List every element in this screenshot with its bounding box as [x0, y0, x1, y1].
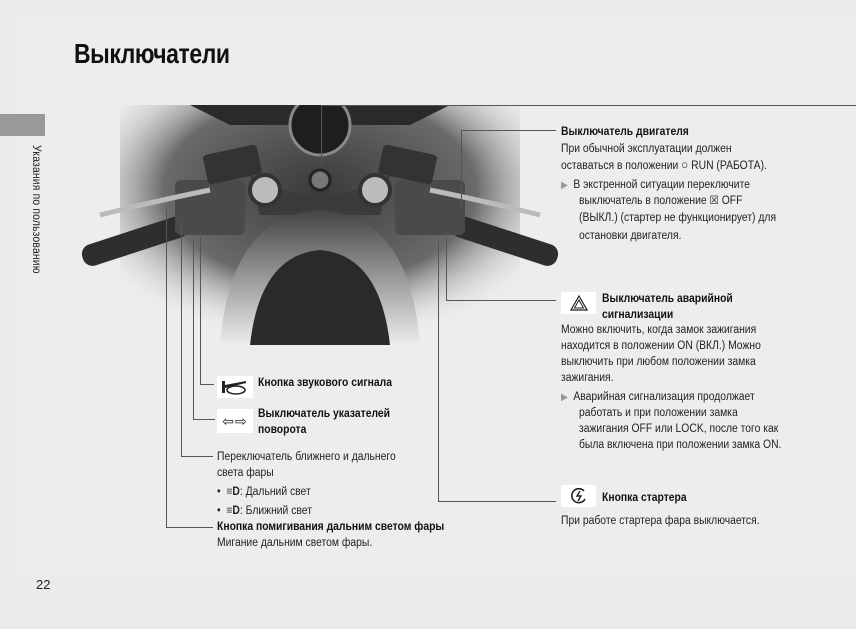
- engine-switch-text-2: оставаться в положении ○ RUN (РАБОТА).: [561, 157, 767, 172]
- engine-switch-note-3: (ВЫКЛ.) (стартер не функционирует) для: [579, 212, 777, 224]
- leader-passing-v: [166, 210, 167, 528]
- leader-turn-h: [193, 419, 215, 420]
- starter-heading: Кнопка стартера: [602, 492, 687, 504]
- low-beam-icon: ≡D: [226, 505, 240, 517]
- hazard-text-2: находится в положении ON (ВКЛ.) Можно: [561, 340, 761, 352]
- leader-starter-h: [438, 501, 556, 502]
- engine-switch-note-2: выключатель в положение ☒ OFF: [579, 195, 743, 207]
- leader-horn-v: [200, 230, 201, 385]
- leader-starter-v: [438, 240, 439, 501]
- engine-switch-text-1: При обычной эксплуатации должен: [561, 143, 732, 155]
- turn-heading-2: поворота: [258, 424, 307, 436]
- passing-text-1: Мигание дальним светом фары.: [217, 537, 373, 549]
- leader-hazard-h: [446, 300, 556, 301]
- turn-arrows-icon: ⇦⇨: [222, 412, 248, 429]
- hazard-note-1: ▶ Аварийная сигнализация продолжает: [561, 391, 755, 403]
- passing-heading: Кнопка помигивания дальним светом фары: [217, 521, 445, 533]
- dimmer-text-1: Переключатель ближнего и дальнего: [217, 451, 396, 463]
- engine-switch-note-1: ▶ В экстренной ситуации переключите: [561, 179, 750, 191]
- leader-engine-v: [321, 105, 322, 165]
- leader-passing-h: [166, 527, 213, 528]
- leader-dimmer-v: [181, 220, 182, 456]
- high-beam-icon: ≡D: [226, 486, 240, 498]
- hazard-text-1: Можно включить, когда замок зажигания: [561, 324, 757, 336]
- dimmer-text-2: света фары: [217, 467, 274, 479]
- dimmer-low-beam: • ≡D: Ближний свет: [217, 505, 312, 517]
- starter-text-1: При работе стартера фара выключается.: [561, 515, 760, 527]
- hazard-triangle-icon: [570, 295, 588, 311]
- note-triangle-icon: ▶: [561, 180, 568, 191]
- dimmer-high-beam: • ≡D: Дальний свет: [217, 486, 311, 498]
- leader-engine-h: [321, 105, 856, 106]
- engine-switch-heading: Выключатель двигателя: [561, 126, 689, 138]
- handlebar-illustration: [80, 105, 560, 345]
- run-circle-icon: ○: [681, 157, 689, 172]
- bullet: •: [217, 486, 227, 498]
- turn-icon-box: [217, 409, 253, 433]
- hazard-text-3: выключить при любом положении замка: [561, 356, 756, 368]
- page-number: 22: [36, 577, 51, 592]
- bullet: •: [217, 505, 227, 517]
- engine-switch-note-4: остановки двигателя.: [579, 230, 682, 242]
- hazard-note-4: была включена при положении замка ON.: [579, 439, 782, 451]
- leader-horn-h: [200, 384, 214, 385]
- hazard-note-3: зажигания OFF или LOCK, после того как: [579, 423, 779, 435]
- hazard-icon-box: [561, 292, 596, 314]
- page-title: Выключатели: [74, 38, 230, 69]
- note-triangle-icon: ▶: [561, 392, 568, 403]
- section-side-label: Указания по пользованию: [30, 145, 42, 274]
- off-crossed-icon: ☒: [709, 195, 719, 207]
- leader-turn-v: [193, 240, 194, 420]
- starter-icon-box: [561, 485, 596, 507]
- starter-icon: [570, 487, 588, 505]
- leader-engine2-v: [461, 130, 462, 210]
- section-tab: [0, 114, 45, 136]
- hazard-text-4: зажигания.: [561, 372, 614, 384]
- turn-heading-1: Выключатель указателей: [258, 408, 391, 420]
- hazard-note-2: работать и при положении замка: [579, 407, 738, 419]
- leader-dimmer-h: [181, 456, 213, 457]
- hazard-heading-1: Выключатель аварийной: [602, 293, 733, 305]
- leader-hazard-v: [446, 230, 447, 300]
- horn-icon: [220, 379, 250, 395]
- horn-icon-box: [217, 376, 253, 398]
- leader-engine2-h: [461, 130, 556, 131]
- hazard-heading-2: сигнализации: [602, 309, 674, 321]
- horn-heading: Кнопка звукового сигнала: [258, 377, 393, 389]
